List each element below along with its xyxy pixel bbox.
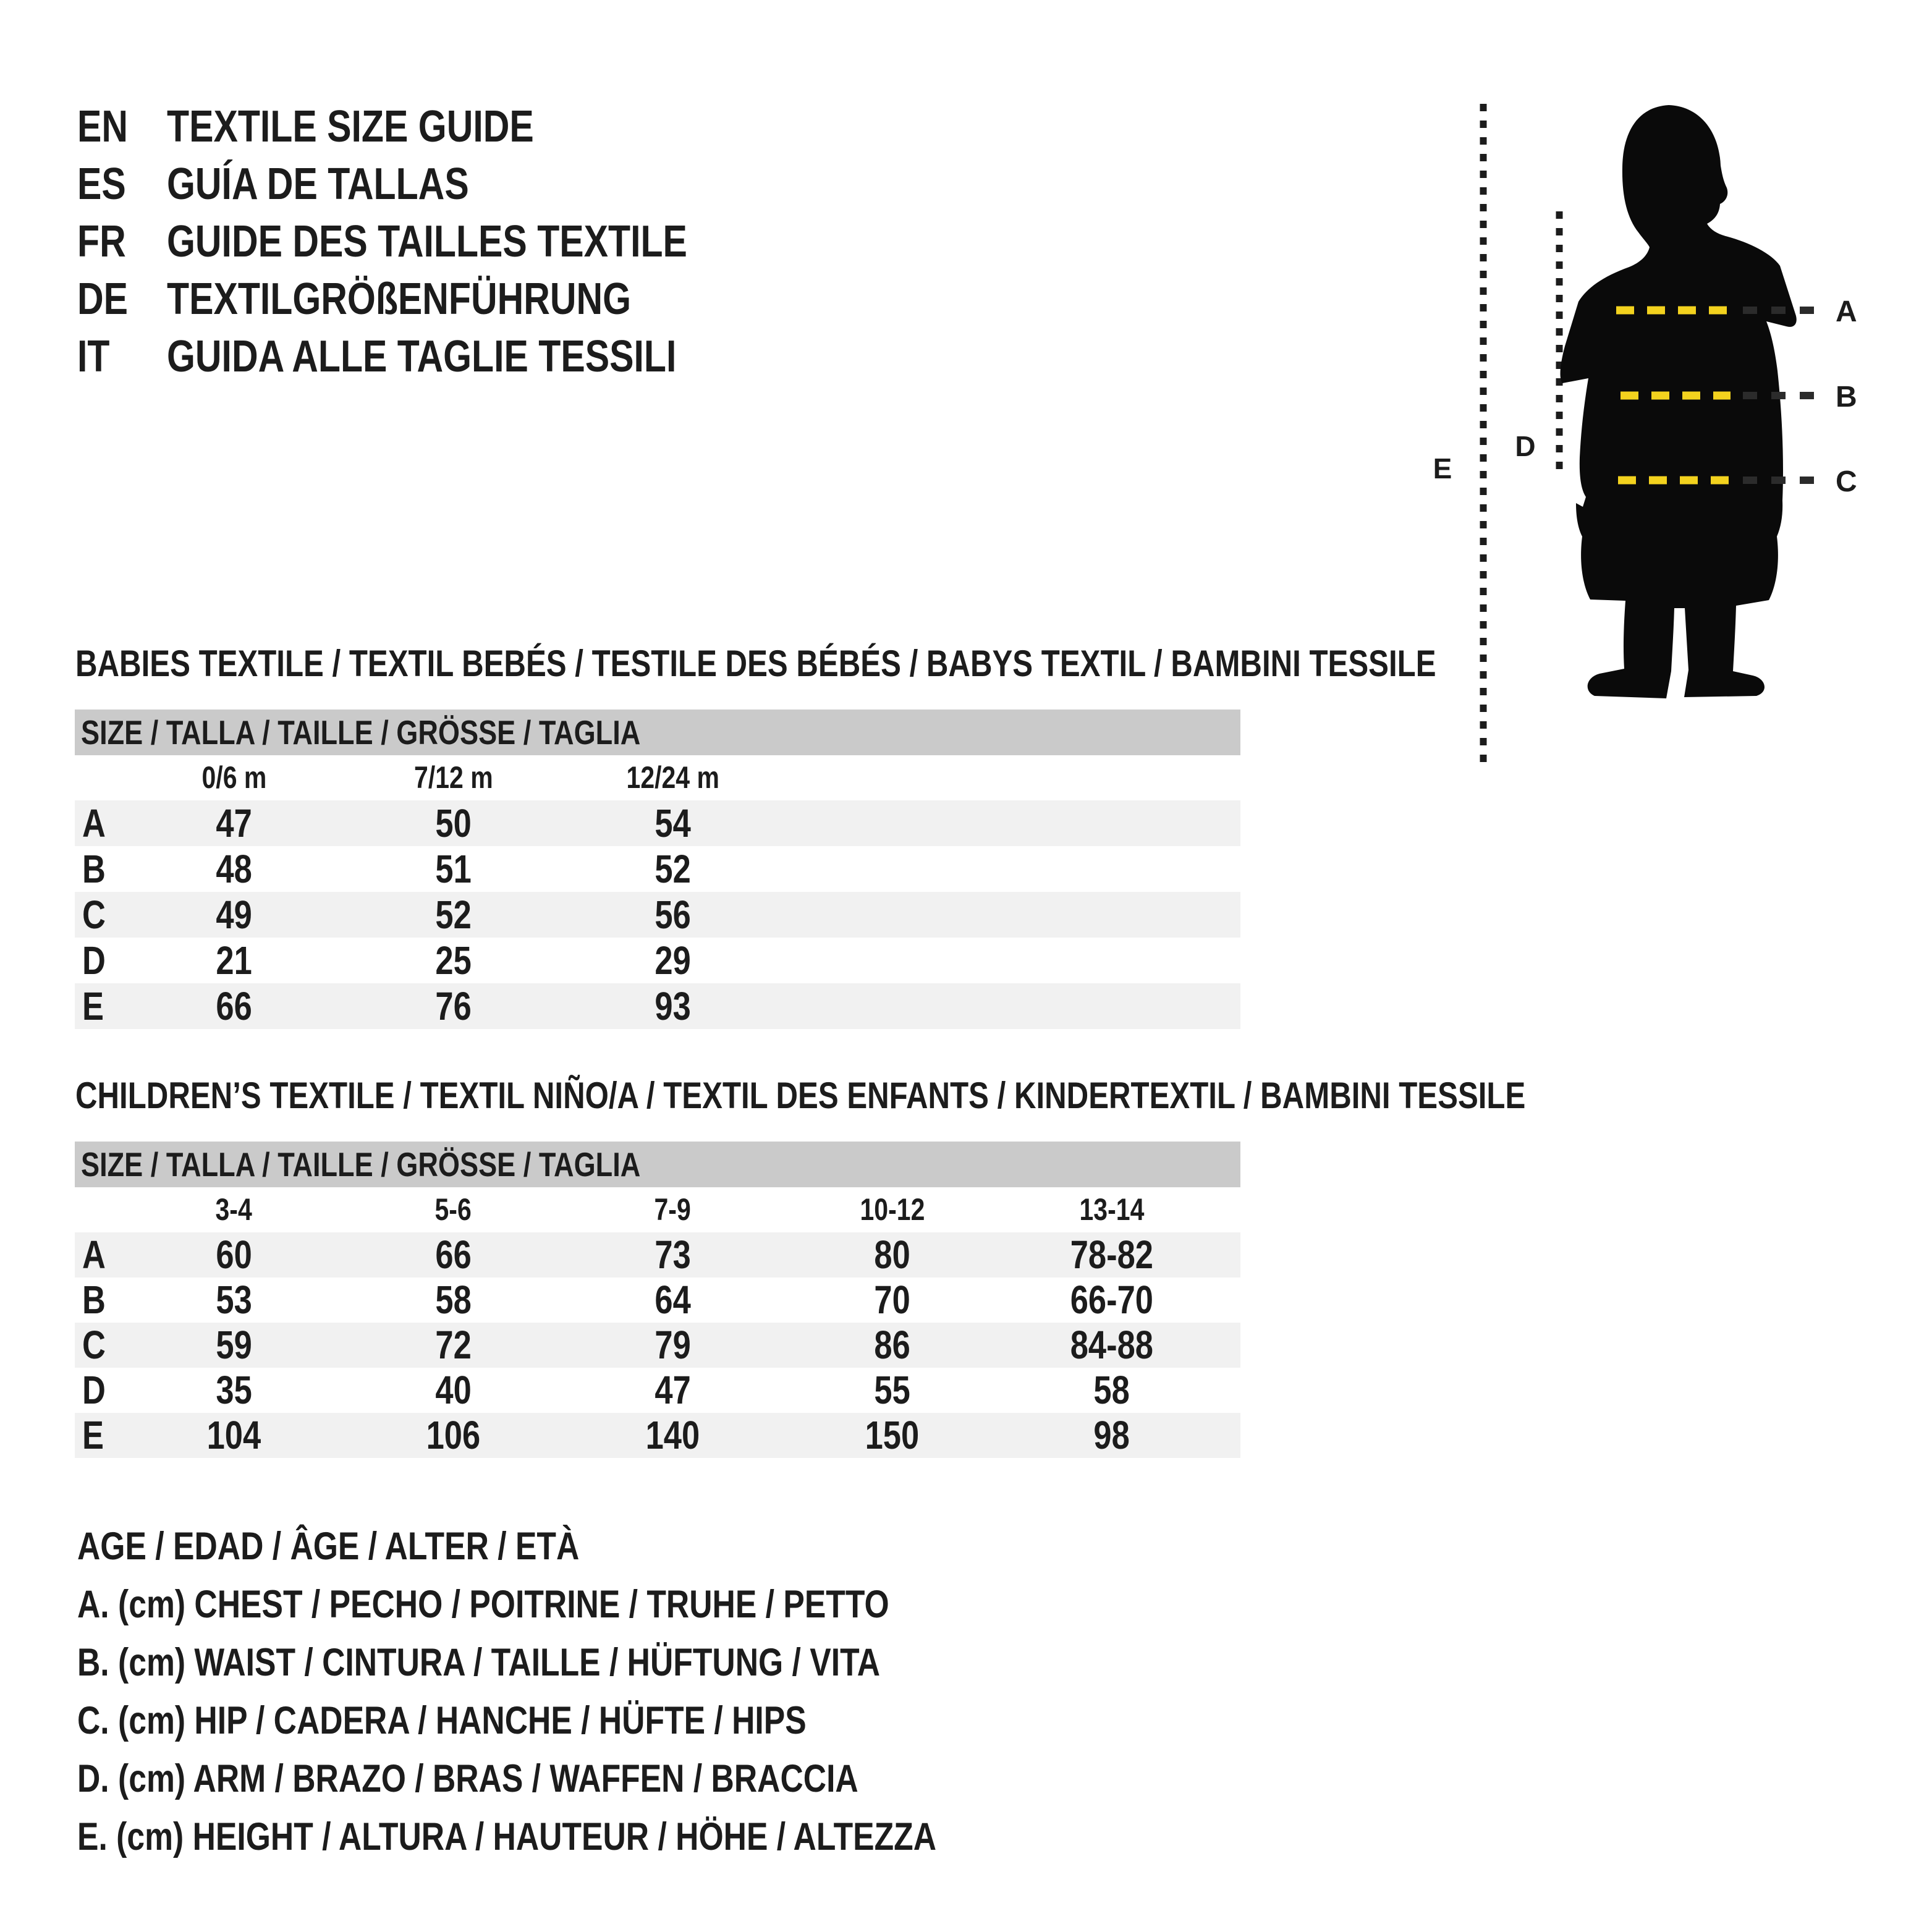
lang-title-en: TEXTILE SIZE GUIDE <box>167 101 534 151</box>
children-size-header-bar: SIZE / TALLA / TAILLE / GRÖSSE / TAGLIA <box>75 1142 1240 1187</box>
table-row-b: B 48 51 52 <box>82 847 691 891</box>
lang-title-fr: GUIDE DES TAILLES TEXTILE <box>167 216 687 266</box>
children-col-13-14: 13-14 <box>1079 1192 1144 1227</box>
row-label: A <box>82 801 106 845</box>
legend-age: AGE / EDAD / ÂGE / ALTER / ETÀ <box>77 1525 580 1568</box>
children-size-table <box>75 1142 1240 1458</box>
table-row-c: C 49 52 56 <box>75 892 1240 938</box>
children-section-title: CHILDREN’S TEXTILE / TEXTIL NIÑO/A / TEXTIL DES ENFANTS / KINDERTEXTIL / BAMBINI TESSILE <box>75 1075 1526 1116</box>
child-silhouette <box>1561 105 1797 698</box>
lang-title-it: GUIDA ALLE TAGLIE TESSILI <box>167 331 677 381</box>
row-label: C <box>82 1323 106 1367</box>
table-row-e: E 104 106 140 150 98 <box>75 1413 1240 1458</box>
legend-hip: C. (cm) HIP / CADERA / HANCHE / HÜFTE / HIPS <box>77 1699 807 1742</box>
legend-height: E. (cm) HEIGHT / ALTURA / HAUTEUR / HÖHE / ALTEZZA <box>77 1815 937 1858</box>
children-col-7-9: 7-9 <box>654 1192 692 1227</box>
babies-col-0-6m: 0/6 m <box>201 760 266 795</box>
table-row-d: D 21 25 29 <box>82 938 691 983</box>
label-height-e: E <box>1433 452 1452 485</box>
row-label: D <box>82 938 106 983</box>
label-chest-a: A <box>1836 295 1857 328</box>
lang-title-de: TEXTILGRÖßENFÜHRUNG <box>167 274 632 324</box>
legend-arm: D. (cm) ARM / BRAZO / BRAS / WAFFEN / BRACCIA <box>77 1757 858 1800</box>
lang-code-it: IT <box>77 331 110 381</box>
row-label: C <box>82 892 106 937</box>
row-label: B <box>82 847 106 891</box>
lang-code-es: ES <box>77 159 126 209</box>
row-label: D <box>82 1368 106 1412</box>
measurement-figure <box>1403 74 1932 797</box>
legend-chest: A. (cm) CHEST / PECHO / POITRINE / TRUHE / PETTO <box>77 1583 889 1626</box>
babies-col-7-12m: 7/12 m <box>413 760 493 795</box>
lang-row-it <box>77 328 802 385</box>
table-row-a: A 47 50 54 <box>75 800 1240 846</box>
lang-code-en: EN <box>77 101 129 151</box>
lang-code-de: DE <box>77 274 129 324</box>
label-waist-b: B <box>1836 381 1857 413</box>
table-row-b: B 53 58 64 70 66-70 <box>82 1277 1153 1322</box>
row-label: E <box>82 984 104 1028</box>
babies-section-title: BABIES TEXTILE / TEXTIL BEBÉS / TESTILE DES BÉBÉS / BABYS TEXTIL / BAMBINI TESSILE <box>75 643 1436 684</box>
label-hip-c: C <box>1836 465 1857 498</box>
row-label: E <box>82 1413 104 1457</box>
row-label: A <box>82 1232 106 1277</box>
lang-code-fr: FR <box>77 216 126 266</box>
table-row-d: D 35 40 47 55 58 <box>82 1368 1130 1412</box>
table-row-c: C 59 72 79 86 84-88 <box>75 1323 1240 1368</box>
language-title-list <box>77 98 802 385</box>
lang-row-en <box>77 98 802 155</box>
lang-title-es: GUÍA DE TALLAS <box>167 159 469 209</box>
babies-col-12-24m: 12/24 m <box>626 760 719 795</box>
row-label: B <box>82 1277 106 1322</box>
babies-column-header-row <box>75 755 1240 800</box>
babies-size-table <box>75 710 1240 1029</box>
measurement-legend <box>77 1517 1125 1866</box>
legend-waist: B. (cm) WAIST / CINTURA / TAILLE / HÜFTUNG / VITA <box>77 1641 881 1684</box>
table-row-e: E 66 76 93 <box>75 983 1240 1029</box>
lang-row-fr <box>77 213 802 270</box>
table-row-a: A 60 66 73 80 78-82 <box>75 1232 1240 1277</box>
children-col-5-6: 5-6 <box>434 1192 472 1227</box>
babies-size-header-bar: SIZE / TALLA / TAILLE / GRÖSSE / TAGLIA <box>75 710 1240 755</box>
children-col-10-12: 10-12 <box>860 1192 925 1227</box>
lang-row-de <box>77 270 802 328</box>
children-col-3-4: 3-4 <box>215 1192 253 1227</box>
label-arm-d: D <box>1515 430 1536 462</box>
children-column-header-row <box>75 1187 1240 1232</box>
lang-row-es <box>77 155 802 213</box>
